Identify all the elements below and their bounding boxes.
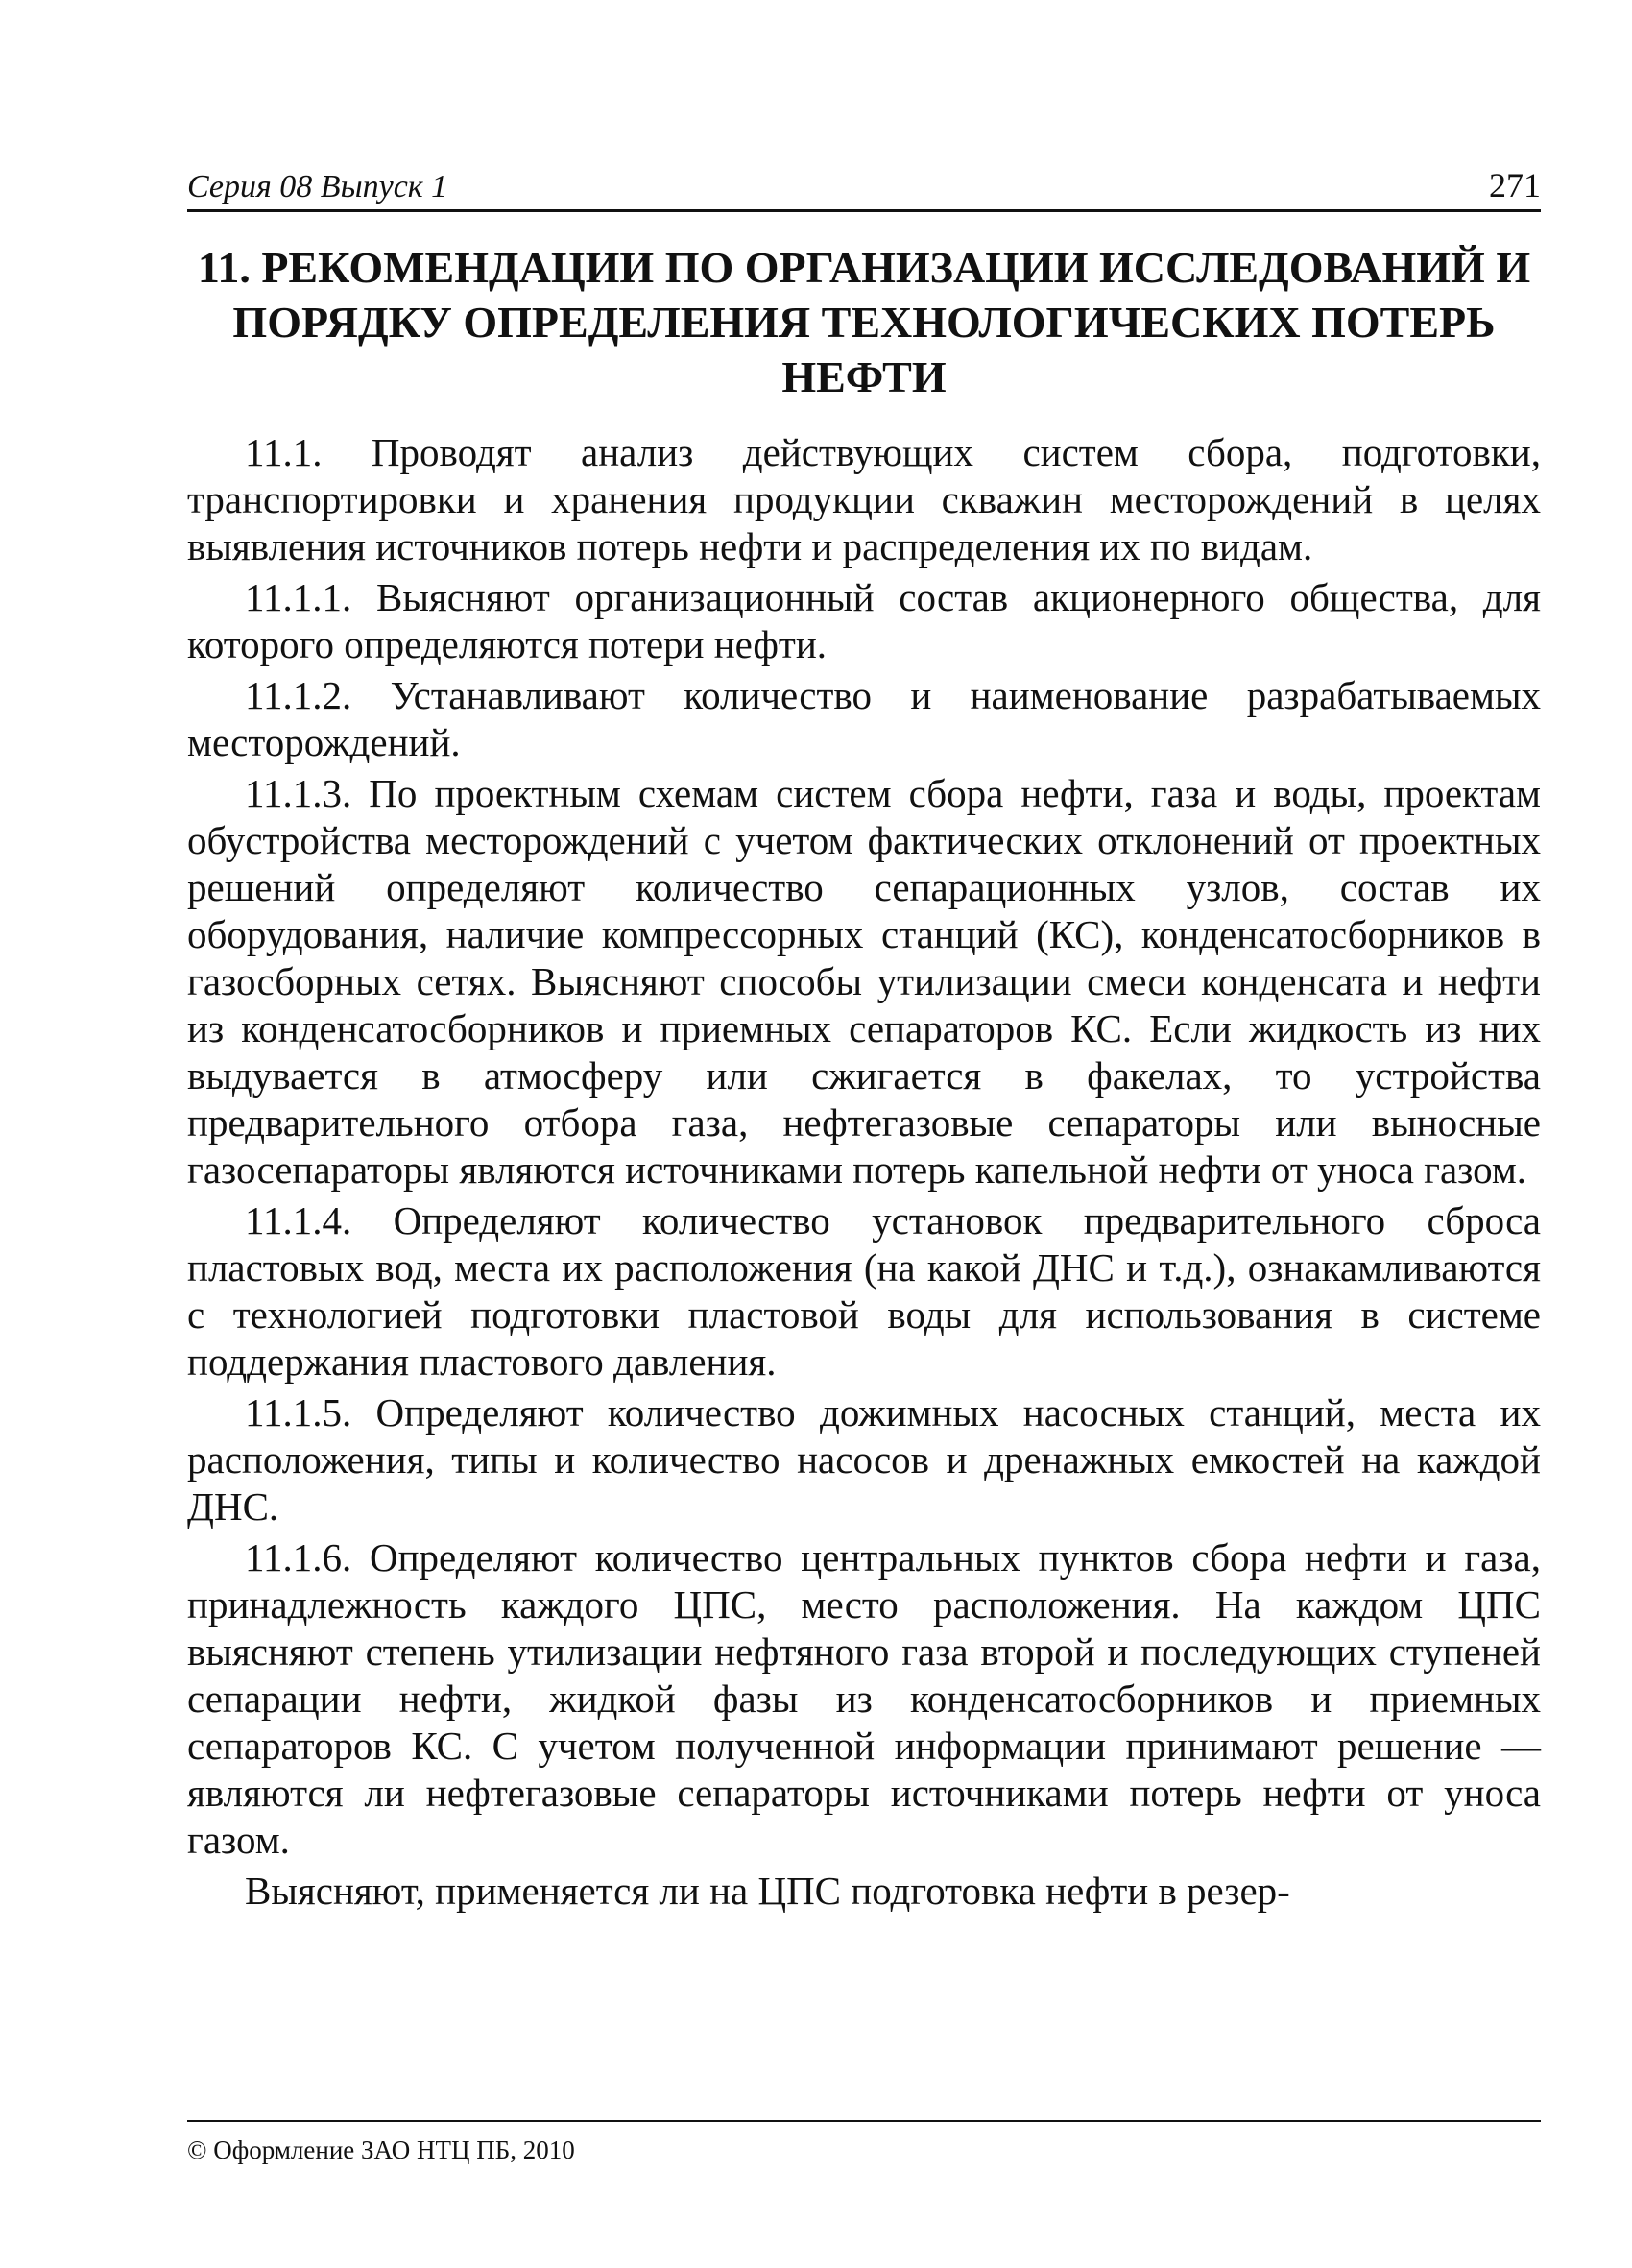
paragraph-11-1-5: 11.1.5. Определяют количество дожимных насосных станций, места их расположения, типы и количество насосов и дренажных емкостей на каждой ДНС. <box>187 1390 1541 1529</box>
copyright-notice: © Оформление ЗАО НТЦ ПБ, 2010 <box>187 2135 575 2164</box>
series-label: Серия 08 Выпуск 1 <box>187 169 448 205</box>
page-number: 271 <box>1489 166 1541 205</box>
paragraph-11-1: 11.1. Проводят анализ действующих систем сбора, подготовки, транспортировки и хранения продукции скважин месторождений в целях выявления источников потерь нефти и распределения их по видам. <box>187 430 1541 568</box>
body-text <box>187 429 1541 1918</box>
paragraph-11-1-6: 11.1.6. Определяют количество центральных пунктов сбора нефти и газа, принадлежность каждого ЦПС, место расположения. На каждом ЦПС выясняют степень утилизации нефтяного газа второй и последующих ступеней сепарации нефти, жидкой фазы из конденсатосборников и приемных сепараторов КС. С учетом полученной информации принимают решение — являются ли нефтегазовые сепараторы источниками потерь нефти от уноса газом. <box>187 1535 1541 1862</box>
running-header <box>187 163 1541 212</box>
paragraph-11-1-3: 11.1.3. По проектным схемам систем сбора нефти, газа и воды, проектам обустройства месторождений с учетом фактических отклонений от проектных решений определяют количество сепарационных узлов, состав их оборудования, наличие компрессорных станций (КС), конденсатосборников в газосборных сетях. Выясняют способы утилизации смеси конденсата и нефти из конденсатосборников и приемных сепараторов КС. Если жидкость из них выдувается в атмосферу или сжигается в факелах, то устройства предварительного отбора газа, нефтегазовые сепараторы или выносные газосепараторы являются источниками потерь капельной нефти от уноса газом. <box>187 771 1541 1192</box>
section-title: 11. РЕКОМЕНДАЦИИ ПО ОРГАНИЗАЦИИ ИССЛЕДОВАНИЙ И ПОРЯДКУ ОПРЕДЕЛЕНИЯ ТЕХНОЛОГИЧЕСКИХ ПОТЕРЬ НЕФТИ <box>197 243 1531 401</box>
paragraph-11-1-1: 11.1.1. Выясняют организационный состав акционерного общества, для которого определяются потери нефти. <box>187 575 1541 666</box>
paragraph-11-1-4: 11.1.4. Определяют количество установок предварительного сброса пластовых вод, места их расположения (на какой ДНС и т.д.), ознакамливаются с технологией подготовки пластовой воды для использования в системе поддержания пластового давления. <box>187 1198 1541 1384</box>
paragraph-continuation: Выясняют, применяется ли на ЦПС подготовка нефти в резер- <box>245 1869 1290 1913</box>
paragraph-11-1-2: 11.1.2. Устанавливают количество и наименование разрабатываемых месторождений. <box>187 673 1541 764</box>
document-page <box>187 144 1541 2199</box>
page-footer <box>187 2120 1541 2165</box>
